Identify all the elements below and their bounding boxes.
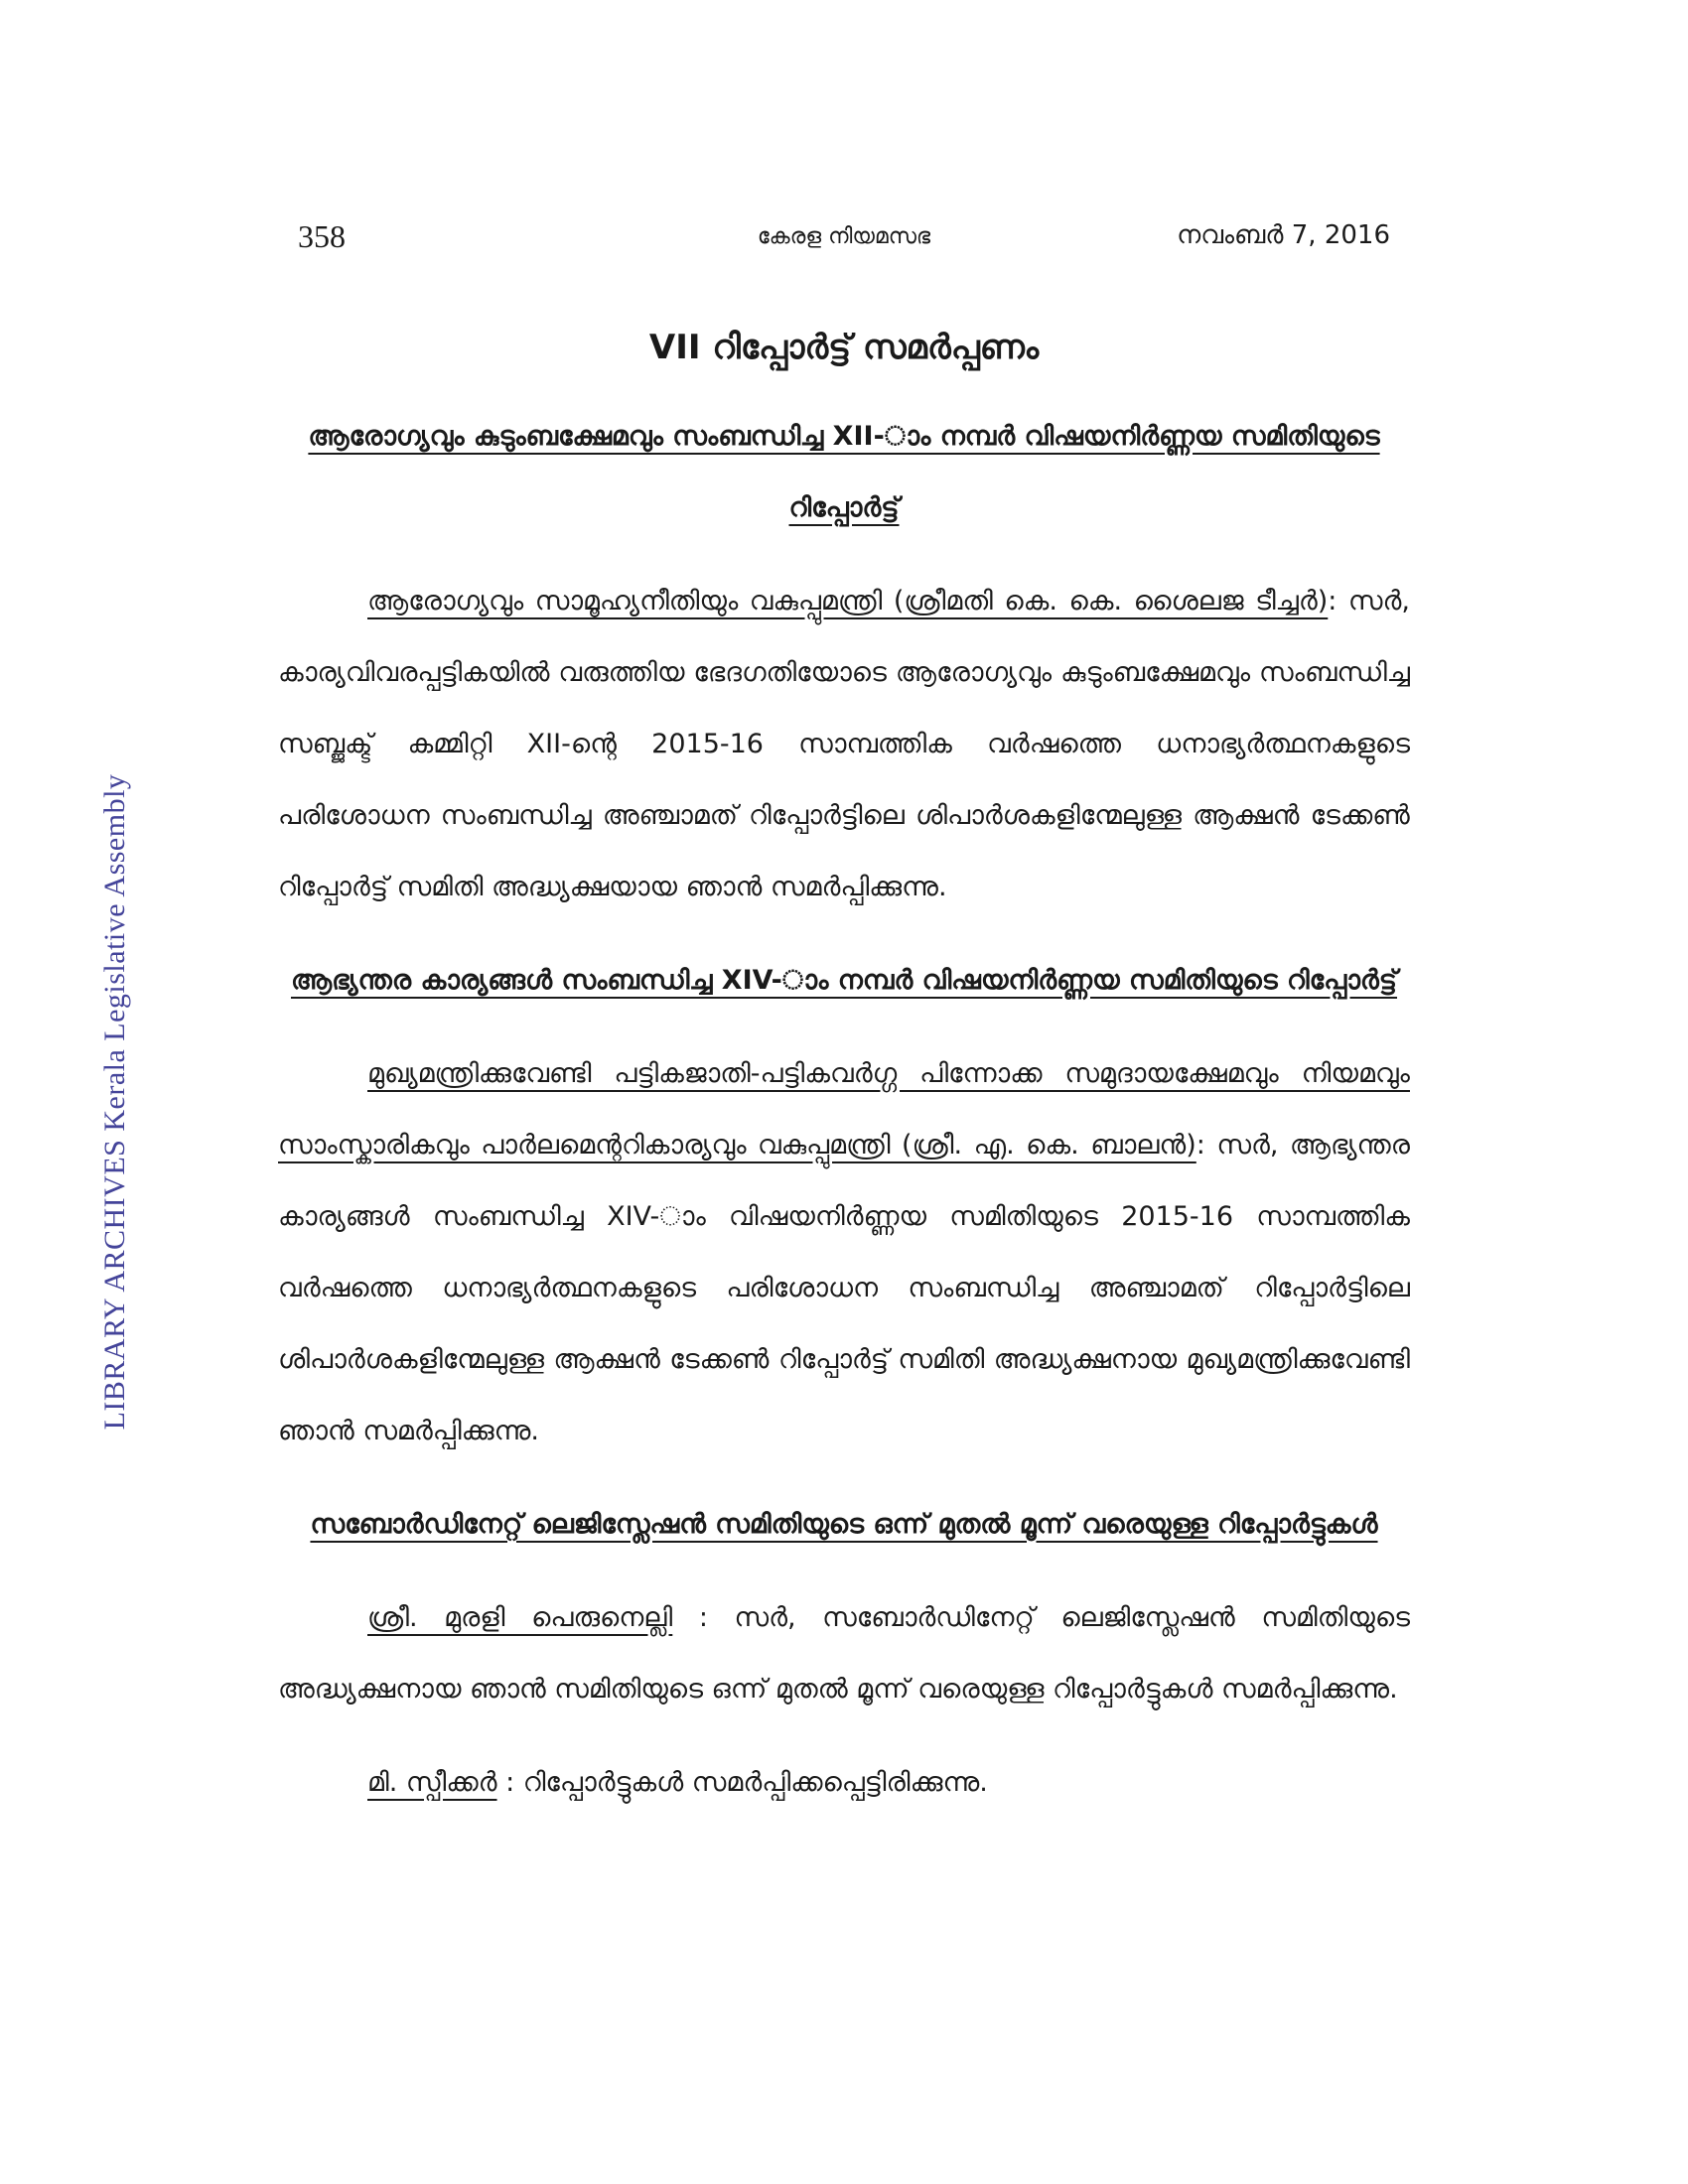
session-date: നവംബർ 7, 2016: [1177, 220, 1390, 250]
speaker-name: മി. സ്പീക്കർ: [367, 1767, 497, 1798]
document-body: [278, 328, 1410, 1841]
assembly-name: കേരള നിയമസഭ: [757, 224, 931, 249]
speaker-name: മുഖ്യമന്ത്രിക്കുവേണ്ടി പട്ടികജാതി-പട്ടികവർഗ്ഗ പിന്നോക്ക സമുദായക്ഷേമവും നിയമവും സാംസ്കാരികവും പാർലമെന്ററികാര്യവും വകുപ്പുമന്ത്രി (ശ്രീ. എ. കെ. ബാലൻ): [278, 1058, 1410, 1160]
speech-paragraph: [278, 1582, 1410, 1725]
page-header: [298, 218, 1390, 258]
report-heading-text: ആരോഗ്യവും കുടുംബക്ഷേമവും സംബന്ധിച്ച XII-ാം നമ്പർ വിഷയനിർണ്ണയ സമിതിയുടെ റിപ്പോർട്ട്: [308, 421, 1380, 523]
report-heading: [278, 1489, 1410, 1561]
speaker-name: ശ്രീ. മുരളി പെരുനെല്ലി: [367, 1602, 673, 1633]
closing-paragraph: [278, 1747, 1410, 1819]
speech-text: : സർ, സബോർഡിനേറ്റ് ലെജിസ്ലേഷൻ സമിതിയുടെ അദ്ധ്യക്ഷനായ ഞാൻ സമിതിയുടെ ഒന്ന് മുതൽ മൂന്ന് വരെയുള്ള റിപ്പോർട്ടുകൾ സമർപ്പിക്കുന്നു.: [278, 1602, 1411, 1705]
speech-text: : സർ, ആഭ്യന്തര കാര്യങ്ങൾ സംബന്ധിച്ച XIV-ാം വിഷയനിർണ്ണയ സമിതിയുടെ 2015-16 സാമ്പത്തിക വർഷത്തെ ധനാഭ്യർത്ഥനകളുടെ പരിശോധന സംബന്ധിച്ച അഞ്ചാമത് റിപ്പോർട്ടിലെ ശിപാർശകളിന്മേലുള്ള ആക്ഷൻ ടേക്കൺ റിപ്പോർട്ട് സമിതി അദ്ധ്യക്ഷനായ മുഖ്യമന്ത്രിക്കുവേണ്ടി ഞാൻ സമർപ്പിക്കുന്നു.: [278, 1130, 1410, 1446]
section-title: VII റിപ്പോർട്ട് സമർപ്പണം: [648, 328, 1040, 367]
speech-text: : സർ, കാര്യവിവരപ്പട്ടികയിൽ വരുത്തിയ ഭേദഗതിയോടെ ആരോഗ്യവും കുടുംബക്ഷേമവും സംബന്ധിച്ച സബ്ജക്ട് കമ്മിറ്റി XII-ന്റെ 2015-16 സാമ്പത്തിക വർഷത്തെ ധനാഭ്യർത്ഥനകളുടെ പരിശോധന സംബന്ധിച്ച അഞ്ചാമത് റിപ്പോർട്ടിലെ ശിപാർശകളിന്മേലുള്ള ആക്ഷൻ ടേക്കൺ റിപ്പോർട്ട് സമിതി അദ്ധ്യക്ഷയായ ഞാൻ സമർപ്പിക്കുന്നു.: [278, 586, 1410, 902]
page-number: 358: [298, 218, 346, 254]
speaker-name: ആരോഗ്യവും സാമൂഹ്യനീതിയും വകുപ്പുമന്ത്രി (ശ്രീമതി കെ. കെ. ശൈലജ ടീച്ചർ): [367, 586, 1329, 616]
closing-text: : റിപ്പോർട്ടുകൾ സമർപ്പിക്കപ്പെട്ടിരിക്കുന്നു.: [496, 1767, 988, 1798]
report-heading: [278, 401, 1410, 544]
report-heading-text: ആഭ്യന്തര കാര്യങ്ങൾ സംബന്ധിച്ച XIV-ാം നമ്പർ വിഷയനിർണ്ണയ സമിതിയുടെ റിപ്പോർട്ട്: [290, 965, 1398, 996]
speech-paragraph: [278, 1038, 1410, 1467]
report-heading-text: സബോർഡിനേറ്റ് ലെജിസ്ലേഷൻ സമിതിയുടെ ഒന്ന് മുതൽ മൂന്ന് വരെയുള്ള റിപ്പോർട്ടുകൾ: [310, 1509, 1378, 1540]
speech-paragraph: [278, 566, 1410, 923]
archive-watermark: LIBRARY ARCHIVES Kerala Legislative Assembly: [98, 773, 131, 1431]
report-heading: [278, 945, 1410, 1017]
